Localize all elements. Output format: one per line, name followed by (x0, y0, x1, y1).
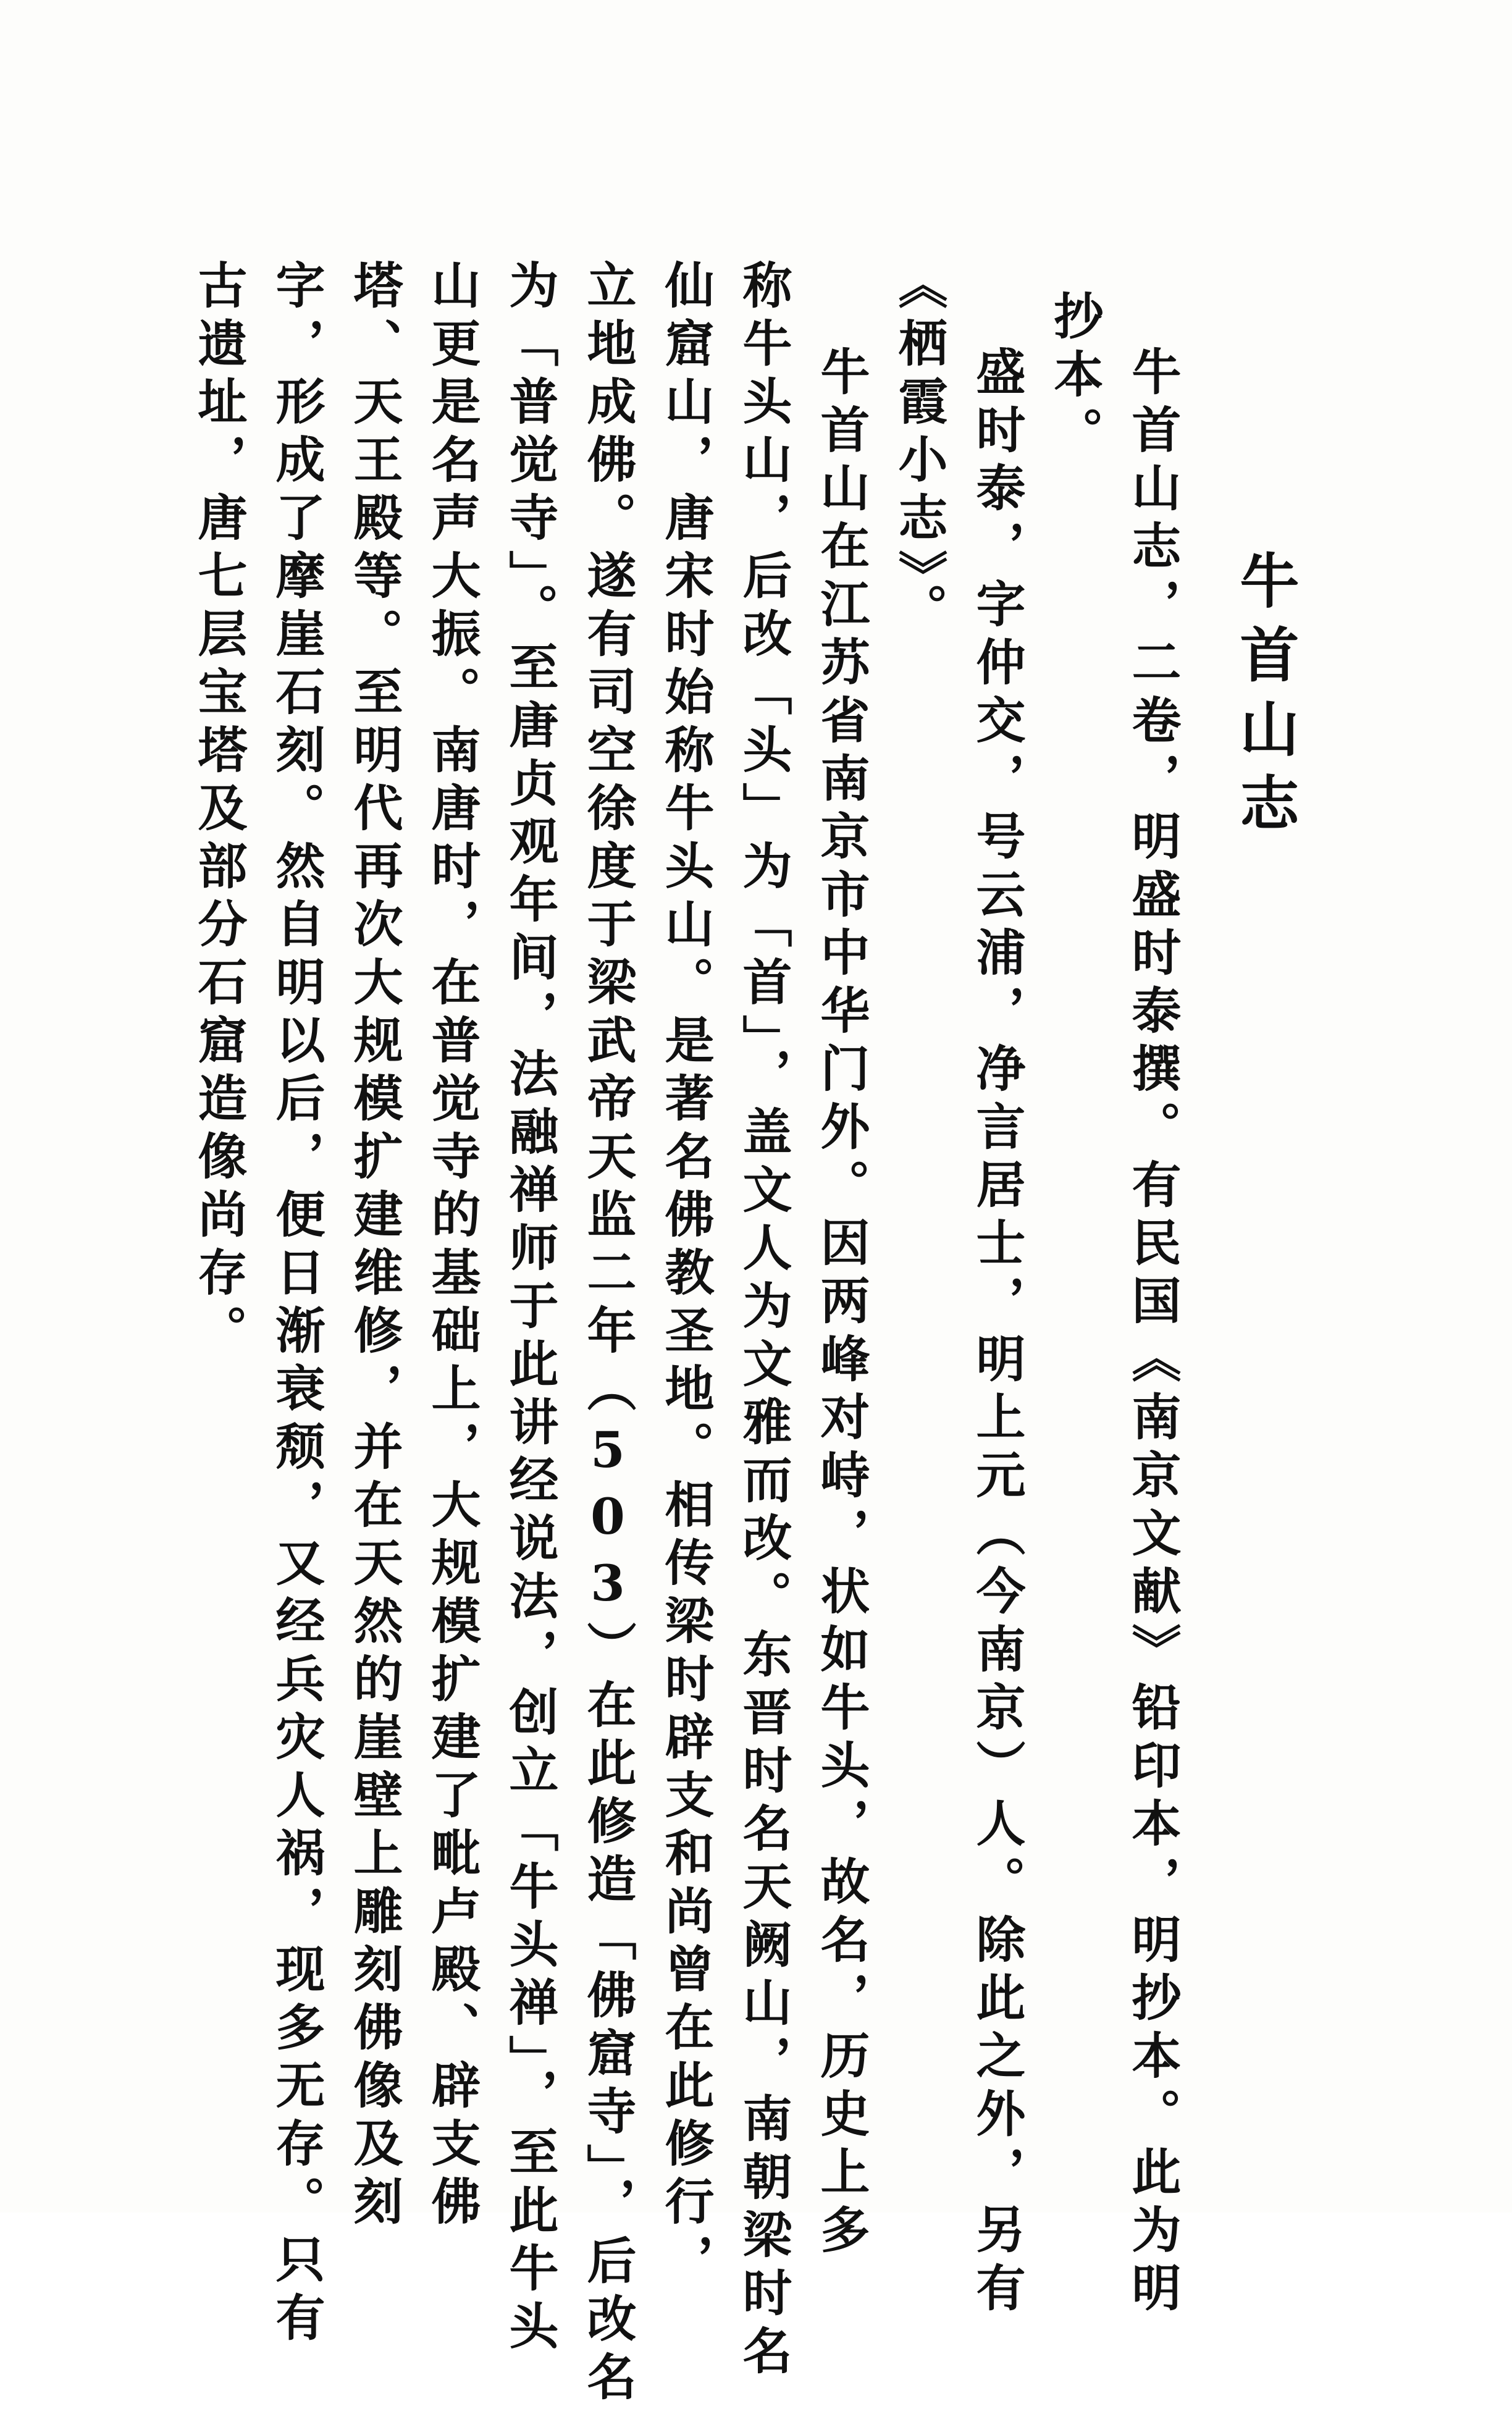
text-column-2: 抄本。 (1046, 290, 1104, 465)
text-column-5: 牛首山在江苏省南京市中华门外。因两峰对峙，状如牛头，故名，历史上多 (812, 346, 870, 2262)
text-column-12: 字，形成了摩崖石刻。然自明以后，便日渐衰颓，又经兵灾人祸，现多无存。只有 (267, 259, 326, 2350)
text-column-6: 称牛头山，后改「头」为「首」，盖文人为文雅而改。东晋时名天阙山，南朝梁时名 (734, 259, 792, 2383)
text-column-13: 古遗址，唐七层宝塔及部分石窟造像尚存。 (190, 259, 248, 1363)
page-title: 牛首山志 (1230, 550, 1300, 846)
text-column-10: 山更是名声大振。南唐时，在普觉寺的基础上，大规模扩建了毗卢殿、辟支佛 (423, 259, 481, 2234)
text-column-1: 牛首山志，二卷，明盛时泰撰。有民国《南京文献》铅印本，明抄本。此为明 (1124, 346, 1182, 2320)
text-column-4: 《栖霞小志》。 (890, 259, 948, 641)
text-column-8: 立地成佛。遂有司空徐度于梁武帝天监二年（503）在此修造「佛窟寺」，后改名 (579, 259, 637, 2409)
text-column-9: 为「普觉寺」。至唐贞观年间，法融禅师于此讲经说法，创立「牛头禅」，至此牛头 (501, 259, 559, 2358)
text-column-7: 仙窟山，唐宋时始称牛头山。是著名佛教圣地。相传梁时辟支和尚曾在此修行， (657, 259, 715, 2292)
text-column-11: 塔、天王殿等。至明代再次大规模扩建维修，并在天然的崖壁上雕刻佛像及刻 (345, 259, 403, 2234)
text-column-3: 盛时泰，字仲交，号云浦，净言居士，明上元（今南京）人。除此之外，另有 (968, 346, 1026, 2320)
